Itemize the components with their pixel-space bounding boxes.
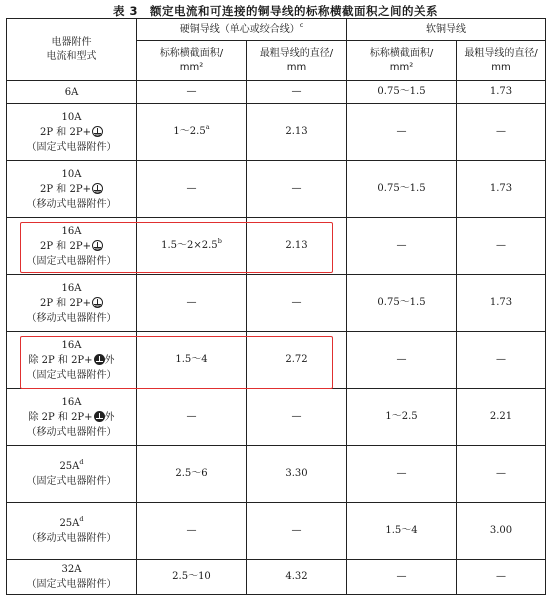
accessory-text: （移动式电器附件） bbox=[26, 312, 117, 324]
header-hard-diameter-line1: 最粗导线的直径/ bbox=[259, 47, 334, 59]
cell-accessory bbox=[7, 560, 137, 595]
accessory-line bbox=[7, 167, 136, 182]
accessory-text: 16A bbox=[61, 396, 82, 408]
header-accessory-line2: 电流和型式 bbox=[46, 50, 97, 62]
cell-hard-area-value: 2.5～10 bbox=[172, 571, 211, 582]
cell-hard-area bbox=[137, 389, 247, 446]
accessory-text: 16A bbox=[61, 339, 82, 351]
cell-soft-diameter bbox=[457, 446, 546, 503]
cell-hard-area bbox=[137, 104, 247, 161]
header-hard-diameter bbox=[247, 41, 347, 81]
header-hard-area bbox=[137, 41, 247, 81]
cell-soft-diameter bbox=[457, 389, 546, 446]
cell-hard-diameter-value: 3.30 bbox=[285, 468, 308, 479]
table-title: 表 3 额定电流和可连接的铜导线的标称横截面积之间的关系 bbox=[112, 4, 438, 18]
cell-soft-diameter-value: — bbox=[496, 354, 507, 365]
accessory-text: 6A bbox=[64, 86, 79, 98]
cell-hard-area-value: — bbox=[186, 525, 197, 536]
earth-symbol-icon bbox=[92, 126, 103, 137]
table-row bbox=[7, 81, 546, 104]
cell-hard-diameter-value: — bbox=[291, 86, 302, 97]
accessory-text: （固定式电器附件） bbox=[26, 141, 117, 153]
current-note: d bbox=[79, 515, 84, 523]
cell-hard-diameter-value: 2.13 bbox=[285, 126, 308, 137]
cell-soft-diameter-value: — bbox=[496, 126, 507, 137]
header-hard-diameter-unit: mm bbox=[286, 61, 307, 73]
cell-hard-diameter-value: 4.32 bbox=[285, 571, 308, 582]
cell-hard-area bbox=[137, 81, 247, 104]
cell-hard-diameter bbox=[247, 81, 347, 104]
accessory-line bbox=[7, 516, 136, 531]
cell-soft-diameter-value: — bbox=[496, 240, 507, 251]
cell-soft-diameter-value: — bbox=[496, 571, 507, 582]
accessory-text: 2P 和 2P+ bbox=[40, 126, 91, 138]
cell-accessory bbox=[7, 161, 137, 218]
header-hard-area-line1: 标称横截面积/ bbox=[159, 47, 224, 59]
cell-soft-area bbox=[347, 81, 457, 104]
header-accessory-line1: 电器附件 bbox=[51, 36, 92, 48]
cell-hard-diameter-value: 2.72 bbox=[285, 354, 308, 365]
cell-soft-area bbox=[347, 332, 457, 389]
cell-soft-area-value: 0.75～1.5 bbox=[377, 297, 426, 308]
table-row bbox=[7, 503, 546, 560]
cell-soft-diameter-value: 1.73 bbox=[489, 297, 513, 308]
header-soft-copper: 软铜导线 bbox=[347, 19, 546, 41]
cell-soft-diameter bbox=[457, 218, 546, 275]
table-row bbox=[7, 275, 546, 332]
accessory-text: 25A bbox=[59, 461, 80, 472]
cell-soft-area-value: — bbox=[396, 354, 407, 365]
accessory-text: 10A bbox=[61, 111, 82, 123]
cell-soft-diameter-value: — bbox=[496, 468, 507, 479]
accessory-text: （固定式电器附件） bbox=[26, 369, 117, 381]
accessory-text: 16A bbox=[61, 225, 82, 237]
accessory-text: 32A bbox=[61, 564, 82, 575]
accessory-line bbox=[7, 125, 136, 140]
cell-hard-area-value: 1.5～4 bbox=[175, 354, 208, 365]
footnote-marker: a bbox=[205, 123, 210, 131]
cell-soft-diameter-value: 1.73 bbox=[489, 86, 513, 97]
accessory-line bbox=[7, 577, 136, 592]
cell-hard-diameter bbox=[247, 560, 347, 595]
cell-soft-diameter-value: 3.00 bbox=[489, 525, 513, 536]
header-hard-copper-label: 硬铜导线（单心或绞合线） bbox=[179, 23, 300, 35]
cell-hard-area bbox=[137, 161, 247, 218]
cell-soft-area-value: 0.75～1.5 bbox=[377, 86, 426, 97]
accessory-line bbox=[7, 296, 136, 311]
cell-soft-area-value: — bbox=[396, 468, 407, 479]
header-soft-area-unit: mm² bbox=[389, 61, 414, 73]
cell-soft-diameter bbox=[457, 503, 546, 560]
cell-hard-diameter bbox=[247, 104, 347, 161]
conductor-table bbox=[6, 18, 546, 595]
earth-symbol-icon bbox=[92, 183, 103, 194]
cell-soft-area bbox=[347, 389, 457, 446]
conductor-table-wrapper bbox=[6, 18, 545, 595]
cell-accessory bbox=[7, 81, 137, 104]
accessory-text: 10A bbox=[61, 168, 82, 180]
cell-hard-diameter-value: 2.13 bbox=[285, 240, 308, 251]
cell-hard-area-value: — bbox=[186, 297, 197, 308]
cell-hard-diameter bbox=[247, 389, 347, 446]
cell-hard-area bbox=[137, 560, 247, 595]
cell-soft-diameter bbox=[457, 161, 546, 218]
table-row bbox=[7, 389, 546, 446]
cell-soft-area-value: — bbox=[396, 126, 407, 137]
cell-hard-area bbox=[137, 275, 247, 332]
cell-soft-area-value: 1～2.5 bbox=[385, 411, 418, 422]
current-note: d bbox=[79, 458, 84, 466]
cell-hard-area-value: 1～2.5 bbox=[173, 126, 206, 137]
cell-soft-diameter bbox=[457, 560, 546, 595]
cell-soft-area bbox=[347, 503, 457, 560]
cell-accessory bbox=[7, 446, 137, 503]
header-soft-diameter-line1: 最粗导线的直径/ bbox=[464, 47, 538, 59]
cell-soft-diameter bbox=[457, 81, 546, 104]
cell-soft-area-value: 0.75～1.5 bbox=[377, 183, 426, 194]
cell-accessory bbox=[7, 503, 137, 560]
table-row bbox=[7, 560, 546, 595]
cell-hard-area bbox=[137, 446, 247, 503]
cell-hard-diameter bbox=[247, 275, 347, 332]
cell-soft-area bbox=[347, 560, 457, 595]
accessory-line bbox=[7, 281, 136, 296]
cell-soft-diameter bbox=[457, 275, 546, 332]
cell-hard-area bbox=[137, 503, 247, 560]
accessory-line bbox=[7, 197, 136, 212]
cell-hard-area-value: — bbox=[186, 183, 197, 194]
accessory-line bbox=[7, 110, 136, 125]
cell-soft-area-value: — bbox=[396, 240, 407, 251]
cell-hard-diameter bbox=[247, 503, 347, 560]
accessory-text: 除 2P 和 2P+ bbox=[28, 411, 93, 423]
cell-soft-area bbox=[347, 161, 457, 218]
cell-soft-diameter-value: 1.73 bbox=[489, 183, 513, 194]
cell-hard-area-value: 2.5～6 bbox=[175, 468, 208, 479]
cell-hard-diameter-value: — bbox=[291, 411, 302, 422]
cell-accessory bbox=[7, 275, 137, 332]
accessory-text: 25A bbox=[59, 518, 80, 529]
accessory-line bbox=[7, 182, 136, 197]
table-row bbox=[7, 161, 546, 218]
accessory-line bbox=[7, 311, 136, 326]
cell-hard-area-value: 1.5～2×2.5 bbox=[161, 240, 218, 251]
cell-hard-area-value: — bbox=[186, 86, 197, 97]
cell-soft-diameter-value: 2.21 bbox=[489, 411, 513, 422]
cell-soft-area bbox=[347, 446, 457, 503]
accessory-line bbox=[7, 531, 136, 546]
accessory-text: 2P 和 2P+ bbox=[40, 297, 91, 309]
accessory-text: （移动式电器附件） bbox=[26, 533, 117, 544]
accessory-line bbox=[7, 459, 136, 474]
cell-soft-diameter bbox=[457, 104, 546, 161]
accessory-line bbox=[7, 140, 136, 155]
highlight-box-16a-except-2p bbox=[20, 336, 333, 389]
header-soft-area-line1: 标称横截面积/ bbox=[369, 47, 434, 59]
accessory-line bbox=[7, 410, 136, 425]
cell-soft-area-value: — bbox=[396, 571, 407, 582]
accessory-text: 16A bbox=[61, 282, 82, 294]
cell-hard-diameter-value: — bbox=[291, 183, 302, 194]
accessory-line bbox=[7, 425, 136, 440]
accessory-line bbox=[7, 562, 136, 577]
accessory-text: （移动式电器附件） bbox=[26, 426, 117, 438]
header-soft-area bbox=[347, 41, 457, 81]
earth-symbol-icon bbox=[92, 297, 103, 308]
header-hard-copper-note: c bbox=[299, 20, 304, 29]
cell-soft-area bbox=[347, 275, 457, 332]
cell-accessory bbox=[7, 104, 137, 161]
accessory-text: （固定式电器附件） bbox=[26, 255, 117, 267]
header-accessory bbox=[7, 19, 137, 81]
header-soft-diameter-unit: mm bbox=[491, 61, 511, 73]
table-row bbox=[7, 446, 546, 503]
accessory-suffix: 外 bbox=[104, 354, 115, 366]
cell-hard-diameter-value: — bbox=[291, 297, 302, 308]
accessory-text: （固定式电器附件） bbox=[26, 579, 117, 590]
highlight-box-16a-2p bbox=[20, 222, 333, 273]
cell-accessory bbox=[7, 389, 137, 446]
cell-soft-area bbox=[347, 104, 457, 161]
table-row bbox=[7, 104, 546, 161]
accessory-suffix: 外 bbox=[104, 411, 115, 423]
cell-hard-diameter bbox=[247, 446, 347, 503]
cell-soft-area-value: 1.5～4 bbox=[385, 525, 418, 536]
earth-symbol-icon bbox=[94, 411, 105, 422]
accessory-text: （固定式电器附件） bbox=[26, 476, 117, 487]
accessory-text: 除 2P 和 2P+ bbox=[28, 354, 93, 366]
cell-soft-area bbox=[347, 218, 457, 275]
accessory-line bbox=[7, 474, 136, 489]
accessory-text: 2P 和 2P+ bbox=[40, 240, 91, 252]
accessory-line bbox=[7, 85, 136, 100]
accessory-text: （移动式电器附件） bbox=[26, 198, 117, 210]
header-soft-diameter bbox=[457, 41, 546, 81]
cell-hard-diameter-value: — bbox=[291, 525, 302, 536]
accessory-line bbox=[7, 395, 136, 410]
footnote-marker: b bbox=[217, 237, 222, 245]
cell-hard-diameter bbox=[247, 161, 347, 218]
header-hard-copper bbox=[137, 19, 347, 41]
accessory-text: 2P 和 2P+ bbox=[40, 183, 91, 195]
cell-hard-area-value: — bbox=[186, 411, 197, 422]
cell-soft-diameter bbox=[457, 332, 546, 389]
header-hard-area-unit: mm² bbox=[179, 61, 204, 73]
